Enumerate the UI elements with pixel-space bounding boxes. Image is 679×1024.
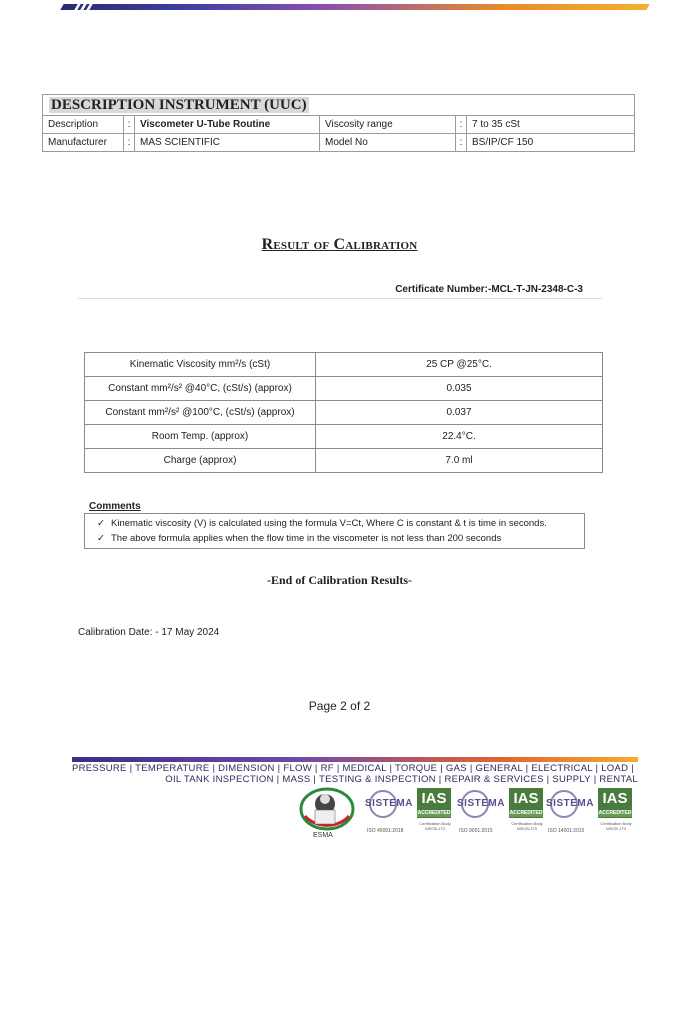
table-row <box>85 425 603 449</box>
comment-text: The above formula applies when the flow time in the viscometer is not less than 200 seconds <box>111 533 502 544</box>
colon: : <box>124 116 135 134</box>
iso-certification-badge <box>546 788 638 840</box>
iso-standard: ISO 14001:2015 <box>548 828 585 834</box>
accredited-text: ACCREDITED <box>509 810 543 816</box>
table-row <box>43 116 635 134</box>
result-param: Constant mm²/s² @40°C, (cSt/s) (approx) <box>85 377 316 401</box>
result-value: 0.035 <box>316 377 603 401</box>
table-row <box>85 377 603 401</box>
header-color-stripe <box>60 4 649 10</box>
services-line-1: PRESSURE | TEMPERATURE | DIMENSION | FLOW | RF | MEDICAL | TORQUE | GAS | GENERAL | ELECTRICAL | LOAD | <box>72 763 634 774</box>
model-no-value: BS/IP/CF 150 <box>467 134 635 152</box>
list-item <box>85 516 584 531</box>
table-row <box>85 353 603 377</box>
result-title: Result of Calibration <box>261 236 418 253</box>
accredited-text: ACCREDITED <box>417 810 451 816</box>
end-of-results: -End of Calibration Results- <box>266 573 412 587</box>
colon: : <box>456 116 467 134</box>
description-value: Viscometer U-Tube Routine <box>135 116 320 134</box>
result-param: Constant mm²/s² @100°C, (cSt/s) (approx) <box>85 401 316 425</box>
table-row <box>85 449 603 473</box>
ias-badge <box>509 788 543 818</box>
result-param: Kinematic Viscosity mm²/s (cSt) <box>85 353 316 377</box>
manufacturer-value: MAS SCIENTIFIC <box>135 134 320 152</box>
calibration-date: Calibration Date: - 17 May 2024 <box>78 627 220 638</box>
list-item <box>85 531 584 546</box>
certificate-number: Certificate Number:-MCL-T-JN-2348-C-3 <box>395 284 583 295</box>
instrument-description-table <box>42 94 635 152</box>
iso-certification-badge <box>457 788 549 840</box>
colon: : <box>456 134 467 152</box>
table-row <box>43 134 635 152</box>
divider <box>78 298 602 299</box>
result-param: Charge (approx) <box>85 449 316 473</box>
result-value: 25 CP @25°C. <box>316 353 603 377</box>
esma-logo-icon <box>297 786 357 832</box>
result-param: Room Temp. (approx) <box>85 425 316 449</box>
model-no-label: Model No <box>320 134 456 152</box>
certification-body: Certification Body MSCB-173 <box>419 821 451 831</box>
certification-body: Certification Body MSCB-173 <box>600 821 632 831</box>
ias-badge <box>417 788 451 818</box>
result-value: 22.4°C. <box>316 425 603 449</box>
iso-standard: ISO 45001:2018 <box>367 828 404 834</box>
check-icon: ✓ <box>97 518 105 529</box>
comment-text: Kinematic viscosity (V) is calculated using the formula V=Ct, Where C is constant & t is time in seconds. <box>111 518 547 529</box>
ias-badge <box>598 788 632 818</box>
page-number: Page 2 of 2 <box>308 699 371 713</box>
comments-heading: Comments <box>89 501 141 512</box>
comments-box <box>84 513 585 549</box>
viscosity-range-value: 7 to 35 cSt <box>467 116 635 134</box>
certification-body: Certification Body MSCB-173 <box>511 821 543 831</box>
check-icon: ✓ <box>97 533 105 544</box>
result-value: 7.0 ml <box>316 449 603 473</box>
colon: : <box>124 134 135 152</box>
result-value: 0.037 <box>316 401 603 425</box>
sistema-logo: SISTEMA <box>457 797 505 809</box>
description-label: Description <box>43 116 124 134</box>
footer-color-stripe <box>72 757 638 762</box>
sistema-logo: SISTEMA <box>365 797 413 809</box>
ias-text: IAS <box>602 790 628 807</box>
ias-text: IAS <box>421 790 447 807</box>
iso-standard: ISO 9001:2015 <box>459 828 493 834</box>
sistema-logo: SISTEMA <box>546 797 594 809</box>
esma-label: ESMA <box>313 832 333 839</box>
manufacturer-label: Manufacturer <box>43 134 124 152</box>
accredited-text: ACCREDITED <box>598 810 632 816</box>
calibration-results-table <box>84 352 603 473</box>
iso-certification-badge <box>365 788 457 840</box>
viscosity-range-label: Viscosity range <box>320 116 456 134</box>
instrument-table-title: DESCRIPTION INSTRUMENT (UUC) <box>43 95 635 116</box>
table-row <box>85 401 603 425</box>
ias-text: IAS <box>513 790 539 807</box>
services-line-2: OIL TANK INSPECTION | MASS | TESTING & INSPECTION | REPAIR & SERVICES | SUPPLY | RENTAL <box>165 774 638 785</box>
